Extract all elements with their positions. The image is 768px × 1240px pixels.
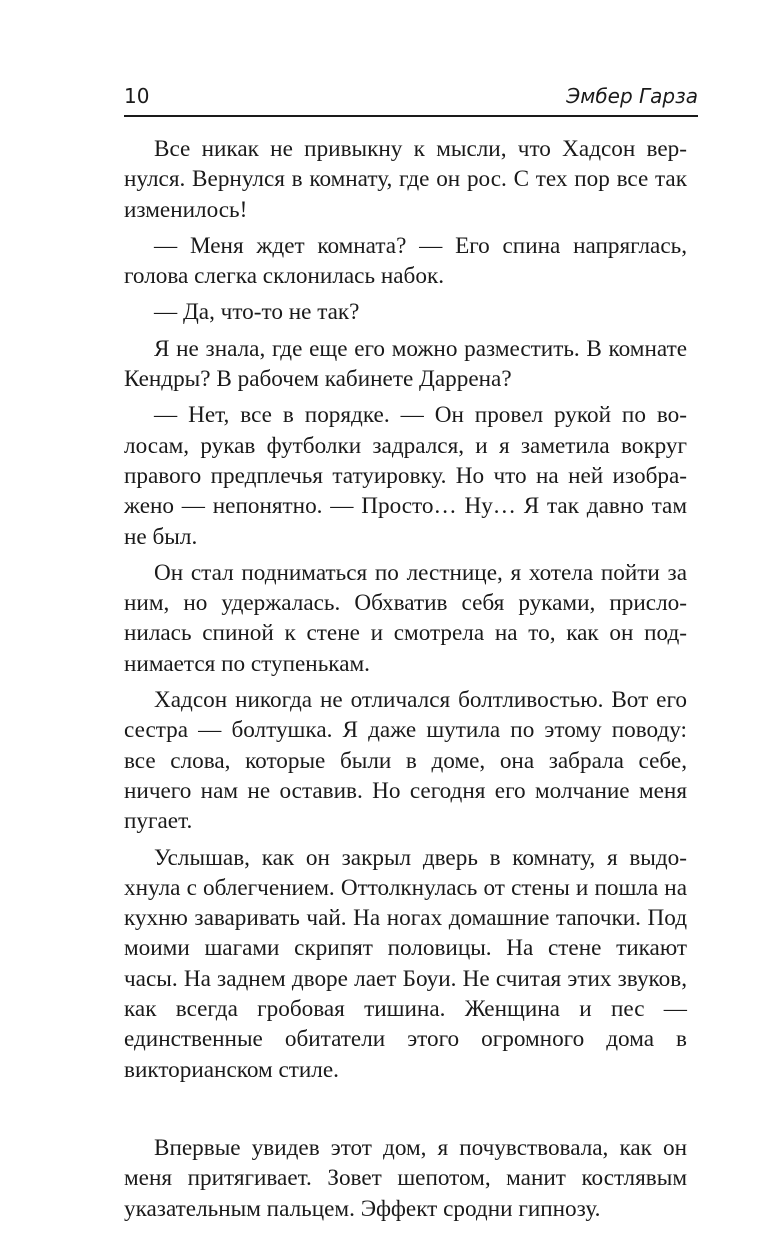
paragraph: Впервые увидев этот дом, я почувствовала, как он меня притягивает. Зовет шепотом, манит костлявым указательным пальцем. Эффект сродни гипнозу.	[124, 1134, 687, 1222]
page-number: 10	[124, 84, 150, 108]
paragraph: — Меня ждет комната? — Его спина напряглась, голова слегка склонилась набок.	[124, 232, 687, 290]
paragraph: Он стал подниматься по лестнице, я хотела пойти за ним, но удержалась. Обхватив себя руками, прислонилась спиной к стене и смотрела на то, как он поднимается по ступенькам.	[124, 559, 687, 677]
paragraph: Я не знала, где еще его можно разместить. В комнате Кендры? В рабочем кабинете Даррена?	[124, 335, 687, 393]
body-text	[124, 134, 687, 1230]
running-header	[124, 84, 698, 112]
paragraph: Услышав, как он закрыл дверь в комнату, я выдохнула с облегчением. Оттолкнулась от стены и пошла на кухню заваривать чай. На ногах домашние тапочки. Под моими шагами скрипят половицы. На стене тикают часы. На заднем дворе лает Боуи. Не считая этих звуков, как всегда гробовая тишина. Женщина и пес — единственные обитатели этого огромного дома в викторианском стиле.	[124, 844, 687, 1083]
paragraph: — Нет, все в порядке. — Он провел рукой по волосам, рукав футболки задрался, и я заметила вокруг правого предплечья татуировку. Но что на ней изображено — непонятно. — Просто… Ну… Я так давно там не был.	[124, 402, 687, 550]
paragraph: Все никак не привыкну к мысли, что Хадсон вернулся. Вернулся в комнату, где он рос. С тех пор все так изменилось!	[124, 136, 687, 223]
header-rule	[124, 115, 698, 117]
author-name: Эмбер Гарза	[566, 84, 698, 108]
paragraph: Хадсон никогда не отличался болтливостью. Вот его сестра — болтушка. Я даже шутила по этому поводу: все слова, которые были в доме, она забрала себе, ничего нам не оставив. Но сегодня его молчание меня пугает.	[124, 687, 687, 835]
paragraph: — Да, что-то не так?	[154, 299, 360, 326]
